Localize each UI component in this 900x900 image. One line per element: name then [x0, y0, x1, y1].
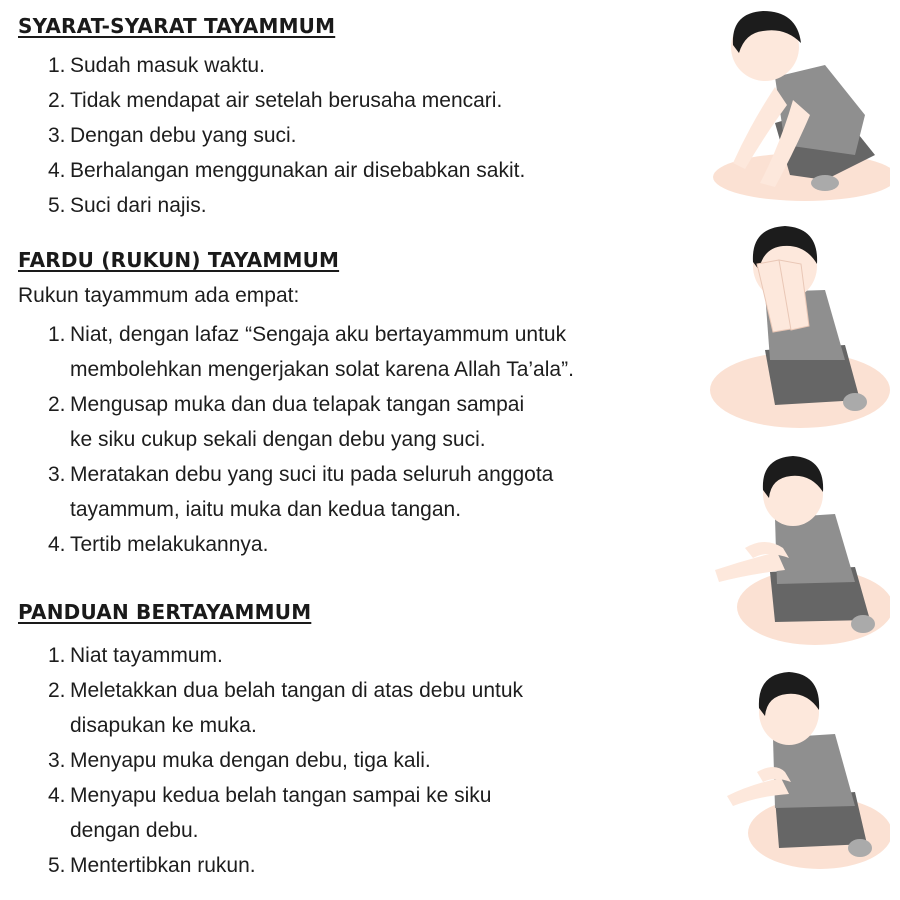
list-item: 4. Tertib melakukannya. [48, 533, 269, 556]
list-item: 4. Berhalangan menggunakan air disebabkan sakit. [48, 159, 526, 182]
panduan-list [48, 638, 523, 883]
list-item: 3. Menyapu muka dengan debu, tiga kali. [48, 749, 431, 772]
boy-wiping-left-arm-icon [705, 668, 890, 873]
boy-wiping-face-icon [705, 220, 890, 435]
list-item: 1. Sudah masuk waktu. [48, 54, 265, 77]
heading-fardu-rukun-tayammum: FARDU (RUKUN) TAYAMMUM [18, 248, 340, 272]
boy-touching-dust-icon [705, 5, 890, 205]
list-item: 4. Menyapu kedua belah tangan sampai ke siku dengan debu. [48, 784, 492, 842]
list-item: 2. Tidak mendapat air setelah berusaha mencari. [48, 89, 503, 112]
list-item: 2. Meletakkan dua belah tangan di atas debu untuk disapukan ke muka. [48, 679, 524, 737]
syarat-list [48, 48, 525, 223]
list-item: 3. Meratakan debu yang suci itu pada seluruh anggota tayammum, iaitu muka dan kedua tangan. [48, 463, 554, 521]
rukun-list [48, 317, 574, 562]
heading-panduan-bertayammum: PANDUAN BERTAYAMMUM [18, 600, 312, 624]
list-item: 1. Niat tayammum. [48, 644, 223, 667]
list-item: 5. Suci dari najis. [48, 194, 207, 217]
list-item: 1. Niat, dengan lafaz “Sengaja aku bertayammum untuk membolehkan mengerjakan solat karena Allah Ta’ala”. [48, 323, 574, 381]
list-item: 2. Mengusap muka dan dua telapak tangan sampai ke siku cukup sekali dengan debu yang suci. [48, 393, 525, 451]
rukun-intro: Rukun tayammum ada empat: [18, 284, 300, 307]
boy-wiping-right-arm-icon [705, 452, 890, 647]
list-item: 5. Mentertibkan rukun. [48, 854, 256, 877]
list-item: 3. Dengan debu yang suci. [48, 124, 297, 147]
heading-syarat-tayammum: SYARAT-SYARAT TAYAMMUM [18, 14, 336, 38]
